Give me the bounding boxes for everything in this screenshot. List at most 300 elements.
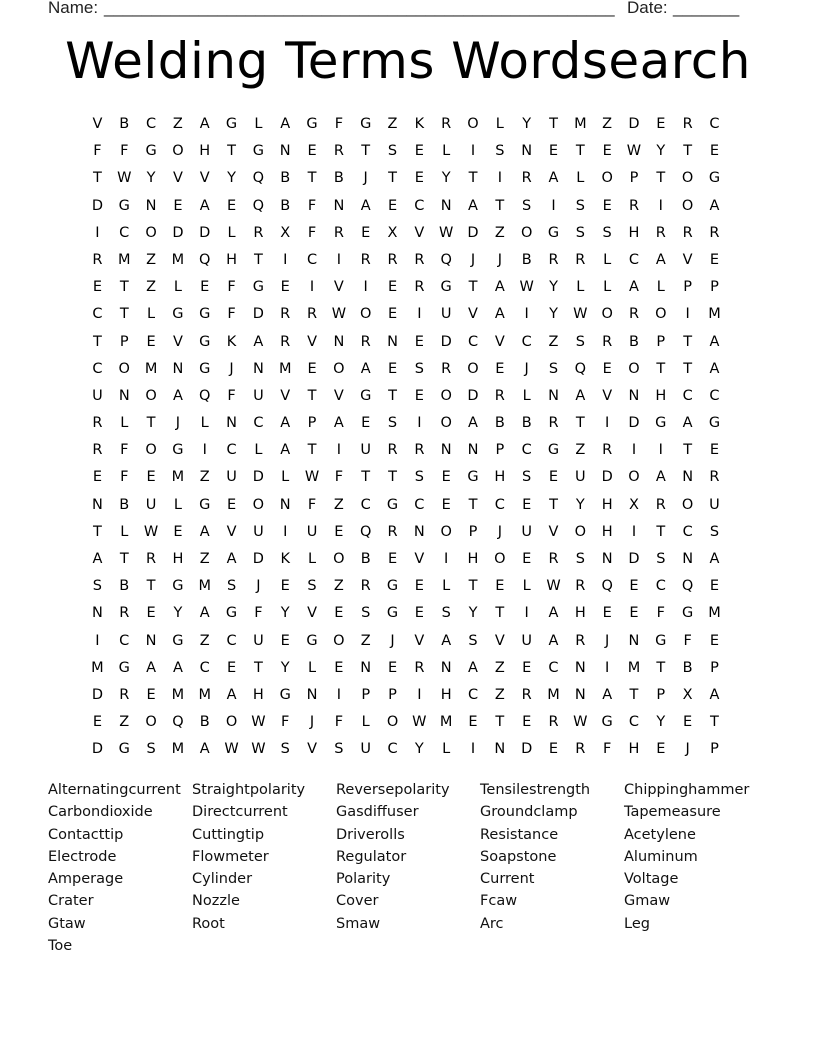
grid-letter[interactable]: G	[279, 686, 291, 703]
grid-letter[interactable]: R	[414, 251, 425, 268]
grid-letter[interactable]: S	[441, 605, 451, 622]
grid-letter[interactable]: G	[118, 659, 130, 676]
grid-letter[interactable]: H	[440, 686, 452, 703]
grid-letter[interactable]: P	[710, 741, 719, 758]
grid-letter[interactable]: M	[708, 605, 721, 622]
grid-letter[interactable]: I	[283, 251, 288, 268]
grid-letter[interactable]: R	[441, 116, 452, 132]
grid-letter[interactable]: O	[628, 469, 640, 486]
grid-letter[interactable]: L	[656, 279, 665, 296]
grid-letter[interactable]: I	[336, 686, 341, 703]
grid-letter[interactable]: K	[226, 333, 237, 350]
grid-letter[interactable]: N	[413, 523, 425, 540]
grid-letter[interactable]: F	[334, 714, 344, 731]
grid-letter[interactable]: T	[683, 360, 693, 377]
grid-letter[interactable]: G	[306, 632, 318, 649]
grid-letter[interactable]: E	[495, 578, 505, 595]
grid-letter[interactable]: R	[333, 143, 344, 160]
grid-letter[interactable]: D	[440, 333, 452, 350]
grid-letter[interactable]: O	[440, 415, 452, 432]
grid-letter[interactable]: A	[226, 551, 237, 567]
grid-letter[interactable]: S	[602, 224, 612, 241]
grid-letter[interactable]: F	[307, 496, 317, 513]
grid-letter[interactable]: Z	[494, 686, 505, 703]
grid-letter[interactable]: R	[333, 224, 344, 241]
grid-letter[interactable]: O	[681, 197, 694, 214]
grid-letter[interactable]: D	[628, 415, 640, 432]
grid-letter[interactable]: S	[361, 605, 371, 622]
grid-letter[interactable]: T	[575, 143, 585, 160]
grid-letter[interactable]: Y	[441, 170, 451, 187]
grid-letter[interactable]: A	[172, 659, 183, 676]
grid-letter[interactable]: G	[252, 279, 264, 296]
grid-letter[interactable]: R	[602, 442, 613, 459]
grid-letter[interactable]: W	[331, 306, 347, 323]
grid-letter[interactable]: E	[656, 116, 666, 132]
grid-letter[interactable]: E	[522, 551, 532, 567]
grid-letter[interactable]: C	[92, 360, 103, 377]
grid-letter[interactable]: A	[360, 197, 371, 214]
grid-letter[interactable]: I	[631, 523, 637, 540]
grid-letter[interactable]: C	[521, 442, 532, 459]
grid-letter[interactable]: A	[199, 197, 210, 214]
grid-letter[interactable]: A	[709, 686, 720, 703]
grid-letter[interactable]: Y	[656, 714, 666, 731]
grid-letter[interactable]: C	[628, 251, 640, 268]
grid-letter[interactable]: N	[279, 143, 291, 160]
grid-letter[interactable]: C	[199, 659, 210, 676]
grid-letter[interactable]: B	[119, 116, 130, 132]
grid-letter[interactable]: O	[574, 523, 587, 540]
grid-letter[interactable]: O	[145, 714, 157, 731]
grid-letter[interactable]: U	[92, 387, 103, 404]
grid-letter[interactable]: Z	[199, 632, 210, 649]
grid-letter[interactable]: E	[414, 170, 424, 187]
grid-letter[interactable]: V	[199, 170, 210, 187]
grid-letter[interactable]: A	[468, 659, 478, 676]
grid-letter[interactable]: U	[145, 496, 157, 513]
grid-letter[interactable]: E	[602, 197, 612, 214]
grid-letter[interactable]: E	[468, 714, 478, 731]
grid-letter[interactable]: N	[467, 442, 479, 459]
grid-letter[interactable]: L	[442, 741, 451, 758]
grid-letter[interactable]: G	[467, 469, 479, 486]
grid-letter[interactable]: R	[655, 496, 666, 513]
grid-letter[interactable]: V	[333, 279, 344, 296]
grid-letter[interactable]: T	[388, 469, 397, 486]
grid-letter[interactable]: A	[494, 279, 505, 296]
grid-letter[interactable]: E	[709, 632, 720, 649]
grid-letter[interactable]: S	[307, 578, 317, 595]
grid-letter[interactable]: T	[253, 659, 263, 676]
grid-letter[interactable]: R	[548, 415, 559, 432]
grid-letter[interactable]: W	[117, 170, 132, 187]
grid-letter[interactable]: E	[226, 659, 237, 676]
grid-letter[interactable]: B	[360, 551, 371, 567]
grid-letter[interactable]: C	[628, 714, 640, 731]
grid-letter[interactable]: X	[387, 224, 398, 241]
grid-letter[interactable]: E	[146, 333, 156, 350]
grid-letter[interactable]: E	[441, 469, 451, 486]
grid-letter[interactable]: S	[146, 741, 156, 758]
grid-letter[interactable]: V	[307, 741, 317, 758]
grid-letter[interactable]: O	[333, 551, 345, 567]
grid-letter[interactable]: G	[386, 578, 399, 595]
grid-letter[interactable]: R	[92, 415, 103, 432]
grid-letter[interactable]: E	[334, 605, 344, 622]
grid-letter[interactable]: D	[172, 224, 184, 241]
grid-letter[interactable]: L	[442, 143, 451, 160]
grid-letter[interactable]: Z	[602, 116, 613, 132]
grid-letter[interactable]: C	[414, 197, 425, 214]
grid-letter[interactable]: Y	[280, 605, 290, 622]
grid-letter[interactable]: V	[414, 224, 425, 241]
grid-letter[interactable]: V	[280, 387, 291, 404]
grid-letter[interactable]: G	[252, 143, 264, 160]
grid-letter[interactable]: Z	[360, 632, 371, 649]
grid-letter[interactable]: G	[682, 605, 694, 622]
grid-letter[interactable]: E	[387, 360, 398, 377]
grid-letter[interactable]: T	[119, 306, 129, 323]
grid-letter[interactable]: R	[360, 251, 371, 268]
grid-letter[interactable]: E	[709, 251, 720, 268]
grid-letter[interactable]: T	[361, 469, 371, 486]
grid-letter[interactable]: F	[227, 279, 236, 296]
grid-letter[interactable]: G	[386, 605, 399, 622]
grid-letter[interactable]: A	[226, 686, 237, 703]
grid-letter[interactable]: R	[360, 333, 371, 350]
grid-letter[interactable]: V	[414, 551, 425, 567]
grid-letter[interactable]: R	[414, 442, 425, 459]
grid-letter[interactable]: J	[497, 251, 502, 268]
grid-letter[interactable]: L	[522, 387, 531, 404]
grid-letter[interactable]: T	[227, 143, 236, 160]
grid-letter[interactable]: S	[548, 360, 559, 377]
grid-letter[interactable]: O	[655, 306, 667, 323]
grid-letter[interactable]: S	[414, 469, 424, 486]
grid-letter[interactable]: I	[470, 143, 476, 160]
grid-letter[interactable]: P	[656, 686, 666, 703]
grid-letter[interactable]: F	[93, 143, 102, 160]
grid-letter[interactable]: B	[333, 170, 344, 187]
grid-letter[interactable]: I	[417, 686, 422, 703]
grid-letter[interactable]: S	[226, 578, 237, 595]
grid-letter[interactable]: R	[119, 686, 130, 703]
grid-letter[interactable]: L	[442, 578, 451, 595]
grid-letter[interactable]: S	[575, 224, 585, 241]
grid-letter[interactable]: S	[656, 551, 666, 567]
grid-letter[interactable]: G	[655, 415, 667, 432]
grid-letter[interactable]: T	[629, 686, 639, 703]
grid-letter[interactable]: V	[494, 333, 505, 350]
grid-letter[interactable]: M	[627, 659, 641, 676]
grid-letter[interactable]: N	[574, 686, 586, 703]
grid-letter[interactable]: I	[363, 279, 368, 296]
grid-letter[interactable]: T	[388, 170, 397, 187]
grid-letter[interactable]: Z	[575, 442, 586, 459]
grid-letter[interactable]: A	[602, 686, 613, 703]
grid-letter[interactable]: Z	[172, 116, 183, 132]
grid-letter[interactable]: G	[655, 632, 667, 649]
grid-letter[interactable]: J	[470, 251, 476, 268]
grid-letter[interactable]: G	[547, 442, 560, 459]
grid-letter[interactable]: C	[92, 306, 103, 323]
grid-letter[interactable]: S	[468, 632, 478, 649]
grid-letter[interactable]: F	[227, 306, 236, 323]
grid-letter[interactable]: D	[521, 741, 533, 758]
grid-letter[interactable]: G	[199, 333, 211, 350]
grid-letter[interactable]: Q	[199, 251, 211, 268]
grid-letter[interactable]: S	[92, 578, 103, 595]
grid-letter[interactable]: D	[467, 224, 479, 241]
grid-letter[interactable]: X	[682, 686, 693, 703]
grid-letter[interactable]: V	[172, 333, 183, 350]
grid-letter[interactable]: G	[708, 170, 721, 187]
grid-letter[interactable]: R	[253, 224, 264, 241]
grid-letter[interactable]: X	[629, 496, 639, 513]
grid-letter[interactable]: I	[658, 442, 663, 459]
grid-letter[interactable]: O	[440, 523, 452, 540]
grid-letter[interactable]: R	[628, 306, 640, 323]
grid-letter[interactable]: Z	[146, 279, 157, 296]
grid-letter[interactable]: Q	[681, 578, 694, 595]
grid-letter[interactable]: K	[414, 116, 425, 132]
grid-letter[interactable]: D	[252, 306, 264, 323]
grid-letter[interactable]: C	[414, 496, 425, 513]
grid-letter[interactable]: L	[254, 116, 263, 132]
grid-letter[interactable]: I	[444, 551, 449, 567]
grid-letter[interactable]: O	[520, 224, 533, 241]
grid-letter[interactable]: E	[280, 578, 290, 595]
grid-letter[interactable]: C	[253, 415, 264, 432]
grid-letter[interactable]: T	[92, 523, 102, 540]
grid-letter[interactable]: U	[360, 741, 371, 758]
grid-letter[interactable]: H	[226, 251, 237, 268]
grid-letter[interactable]: C	[709, 387, 720, 404]
grid-letter[interactable]: A	[199, 741, 210, 758]
grid-letter[interactable]: E	[334, 523, 344, 540]
grid-letter[interactable]: G	[199, 306, 211, 323]
grid-letter[interactable]: A	[92, 551, 103, 567]
grid-letter[interactable]: D	[199, 224, 211, 241]
grid-letter[interactable]: I	[95, 632, 100, 649]
grid-letter[interactable]: T	[656, 170, 666, 187]
grid-letter[interactable]: A	[575, 387, 586, 404]
grid-letter[interactable]: H	[252, 686, 264, 703]
grid-letter[interactable]: C	[682, 523, 693, 540]
grid-letter[interactable]: C	[709, 116, 720, 132]
grid-letter[interactable]: H	[601, 496, 613, 513]
grid-letter[interactable]: R	[360, 578, 371, 595]
grid-letter[interactable]: W	[412, 714, 427, 731]
grid-letter[interactable]: R	[307, 306, 318, 323]
grid-letter[interactable]: R	[414, 659, 425, 676]
grid-letter[interactable]: K	[280, 551, 290, 567]
grid-letter[interactable]: E	[226, 496, 237, 513]
grid-letter[interactable]: V	[333, 387, 344, 404]
grid-letter[interactable]: F	[227, 387, 236, 404]
grid-letter[interactable]: E	[602, 143, 612, 160]
grid-letter[interactable]: H	[172, 551, 184, 567]
grid-letter[interactable]: S	[387, 415, 398, 432]
grid-letter[interactable]: M	[439, 714, 453, 731]
grid-letter[interactable]: L	[603, 251, 612, 268]
grid-letter[interactable]: G	[386, 496, 399, 513]
grid-letter[interactable]: N	[574, 659, 586, 676]
grid-letter[interactable]: E	[280, 632, 290, 649]
grid-letter[interactable]: E	[602, 605, 612, 622]
grid-letter[interactable]: T	[307, 442, 317, 459]
grid-letter[interactable]: R	[548, 714, 559, 731]
grid-letter[interactable]: O	[628, 360, 640, 377]
grid-letter[interactable]: S	[709, 523, 720, 540]
grid-letter[interactable]: O	[440, 387, 452, 404]
grid-letter[interactable]: A	[199, 605, 210, 622]
grid-letter[interactable]: D	[91, 741, 103, 758]
grid-letter[interactable]: T	[656, 523, 666, 540]
grid-letter[interactable]: V	[548, 523, 559, 540]
grid-letter[interactable]: L	[120, 415, 129, 432]
grid-letter[interactable]: E	[307, 360, 317, 377]
grid-letter[interactable]: F	[334, 116, 344, 132]
grid-letter[interactable]: G	[708, 415, 721, 432]
grid-letter[interactable]: R	[119, 605, 130, 622]
grid-letter[interactable]: D	[91, 197, 103, 214]
grid-letter[interactable]: E	[709, 143, 720, 160]
grid-letter[interactable]: N	[172, 360, 184, 377]
grid-letter[interactable]: Z	[199, 469, 210, 486]
grid-letter[interactable]: E	[173, 523, 183, 540]
grid-letter[interactable]: F	[120, 143, 129, 160]
grid-letter[interactable]: H	[574, 605, 586, 622]
grid-letter[interactable]: N	[682, 551, 694, 567]
grid-letter[interactable]: H	[199, 143, 211, 160]
grid-letter[interactable]: M	[144, 360, 158, 377]
grid-letter[interactable]: S	[575, 333, 585, 350]
grid-letter[interactable]: A	[199, 523, 210, 540]
grid-letter[interactable]: Z	[119, 714, 130, 731]
grid-letter[interactable]: S	[575, 197, 585, 214]
grid-letter[interactable]: R	[146, 551, 157, 567]
grid-letter[interactable]: E	[548, 741, 559, 758]
grid-letter[interactable]: E	[548, 469, 559, 486]
grid-letter[interactable]: J	[256, 578, 261, 595]
grid-letter[interactable]: N	[333, 197, 345, 214]
grid-letter[interactable]: L	[147, 306, 156, 323]
grid-letter[interactable]: E	[92, 279, 102, 296]
grid-letter[interactable]: J	[175, 415, 181, 432]
grid-letter[interactable]: P	[388, 686, 397, 703]
grid-letter[interactable]: U	[709, 496, 720, 513]
grid-letter[interactable]: R	[655, 224, 666, 241]
grid-letter[interactable]: N	[360, 659, 372, 676]
grid-letter[interactable]: R	[575, 251, 586, 268]
grid-letter[interactable]: N	[440, 659, 452, 676]
grid-letter[interactable]: C	[494, 496, 505, 513]
grid-letter[interactable]: R	[682, 224, 693, 241]
grid-letter[interactable]: I	[417, 306, 422, 323]
grid-letter[interactable]: U	[226, 469, 237, 486]
grid-letter[interactable]: P	[307, 415, 317, 432]
grid-letter[interactable]: A	[548, 170, 559, 187]
grid-letter[interactable]: E	[200, 279, 210, 296]
grid-letter[interactable]: P	[361, 686, 371, 703]
grid-letter[interactable]: B	[521, 251, 532, 268]
grid-letter[interactable]: B	[280, 170, 291, 187]
grid-letter[interactable]: C	[521, 333, 532, 350]
grid-letter[interactable]: Y	[522, 116, 532, 132]
grid-letter[interactable]: N	[306, 686, 318, 703]
grid-letter[interactable]: O	[145, 224, 157, 241]
grid-letter[interactable]: F	[602, 741, 612, 758]
grid-letter[interactable]: B	[199, 714, 210, 731]
grid-letter[interactable]: V	[307, 333, 317, 350]
grid-letter[interactable]: V	[172, 170, 183, 187]
grid-letter[interactable]: R	[494, 387, 505, 404]
grid-letter[interactable]: Y	[414, 741, 424, 758]
grid-letter[interactable]: A	[280, 442, 291, 459]
grid-letter[interactable]: Y	[549, 306, 558, 323]
grid-letter[interactable]: A	[199, 116, 210, 132]
grid-letter[interactable]: T	[683, 333, 693, 350]
grid-letter[interactable]: Q	[359, 523, 372, 540]
grid-letter[interactable]: Q	[252, 197, 265, 214]
grid-letter[interactable]: I	[202, 442, 207, 459]
grid-letter[interactable]: G	[360, 387, 372, 404]
grid-letter[interactable]: F	[254, 605, 263, 622]
grid-letter[interactable]: W	[519, 279, 534, 296]
grid-letter[interactable]: B	[682, 659, 693, 676]
grid-letter[interactable]: E	[495, 360, 505, 377]
grid-letter[interactable]: R	[575, 741, 586, 758]
grid-letter[interactable]: O	[145, 387, 157, 404]
grid-letter[interactable]: M	[547, 686, 560, 703]
grid-letter[interactable]: E	[522, 496, 532, 513]
grid-letter[interactable]: W	[143, 523, 159, 540]
grid-letter[interactable]: N	[252, 360, 264, 377]
grid-letter[interactable]: E	[387, 551, 398, 567]
grid-letter[interactable]: W	[304, 469, 320, 486]
grid-letter[interactable]: B	[280, 197, 291, 214]
grid-letter[interactable]: T	[495, 714, 505, 731]
grid-letter[interactable]: W	[573, 306, 588, 323]
grid-letter[interactable]: Z	[146, 251, 157, 268]
name-blank-line[interactable]: ______________________________________________________	[104, 0, 615, 17]
grid-letter[interactable]: H	[628, 741, 640, 758]
grid-letter[interactable]: P	[683, 279, 692, 296]
grid-letter[interactable]: C	[306, 251, 318, 268]
grid-letter[interactable]: Y	[227, 170, 236, 187]
grid-letter[interactable]: L	[173, 279, 182, 296]
grid-letter[interactable]: J	[605, 632, 610, 649]
grid-letter[interactable]: L	[120, 523, 129, 540]
grid-letter[interactable]: A	[655, 251, 666, 268]
grid-letter[interactable]: E	[387, 659, 398, 676]
grid-letter[interactable]: A	[629, 279, 639, 296]
grid-letter[interactable]: S	[414, 360, 424, 377]
grid-letter[interactable]: N	[118, 387, 130, 404]
grid-letter[interactable]: G	[172, 442, 184, 459]
grid-letter[interactable]: I	[95, 224, 100, 241]
grid-letter[interactable]: A	[709, 360, 720, 377]
grid-letter[interactable]: A	[172, 387, 183, 404]
grid-letter[interactable]: E	[226, 197, 237, 214]
grid-letter[interactable]: A	[146, 659, 157, 676]
grid-letter[interactable]: Z	[494, 224, 505, 241]
grid-letter[interactable]: E	[334, 659, 344, 676]
grid-letter[interactable]: U	[253, 523, 264, 540]
grid-letter[interactable]: D	[252, 551, 264, 567]
